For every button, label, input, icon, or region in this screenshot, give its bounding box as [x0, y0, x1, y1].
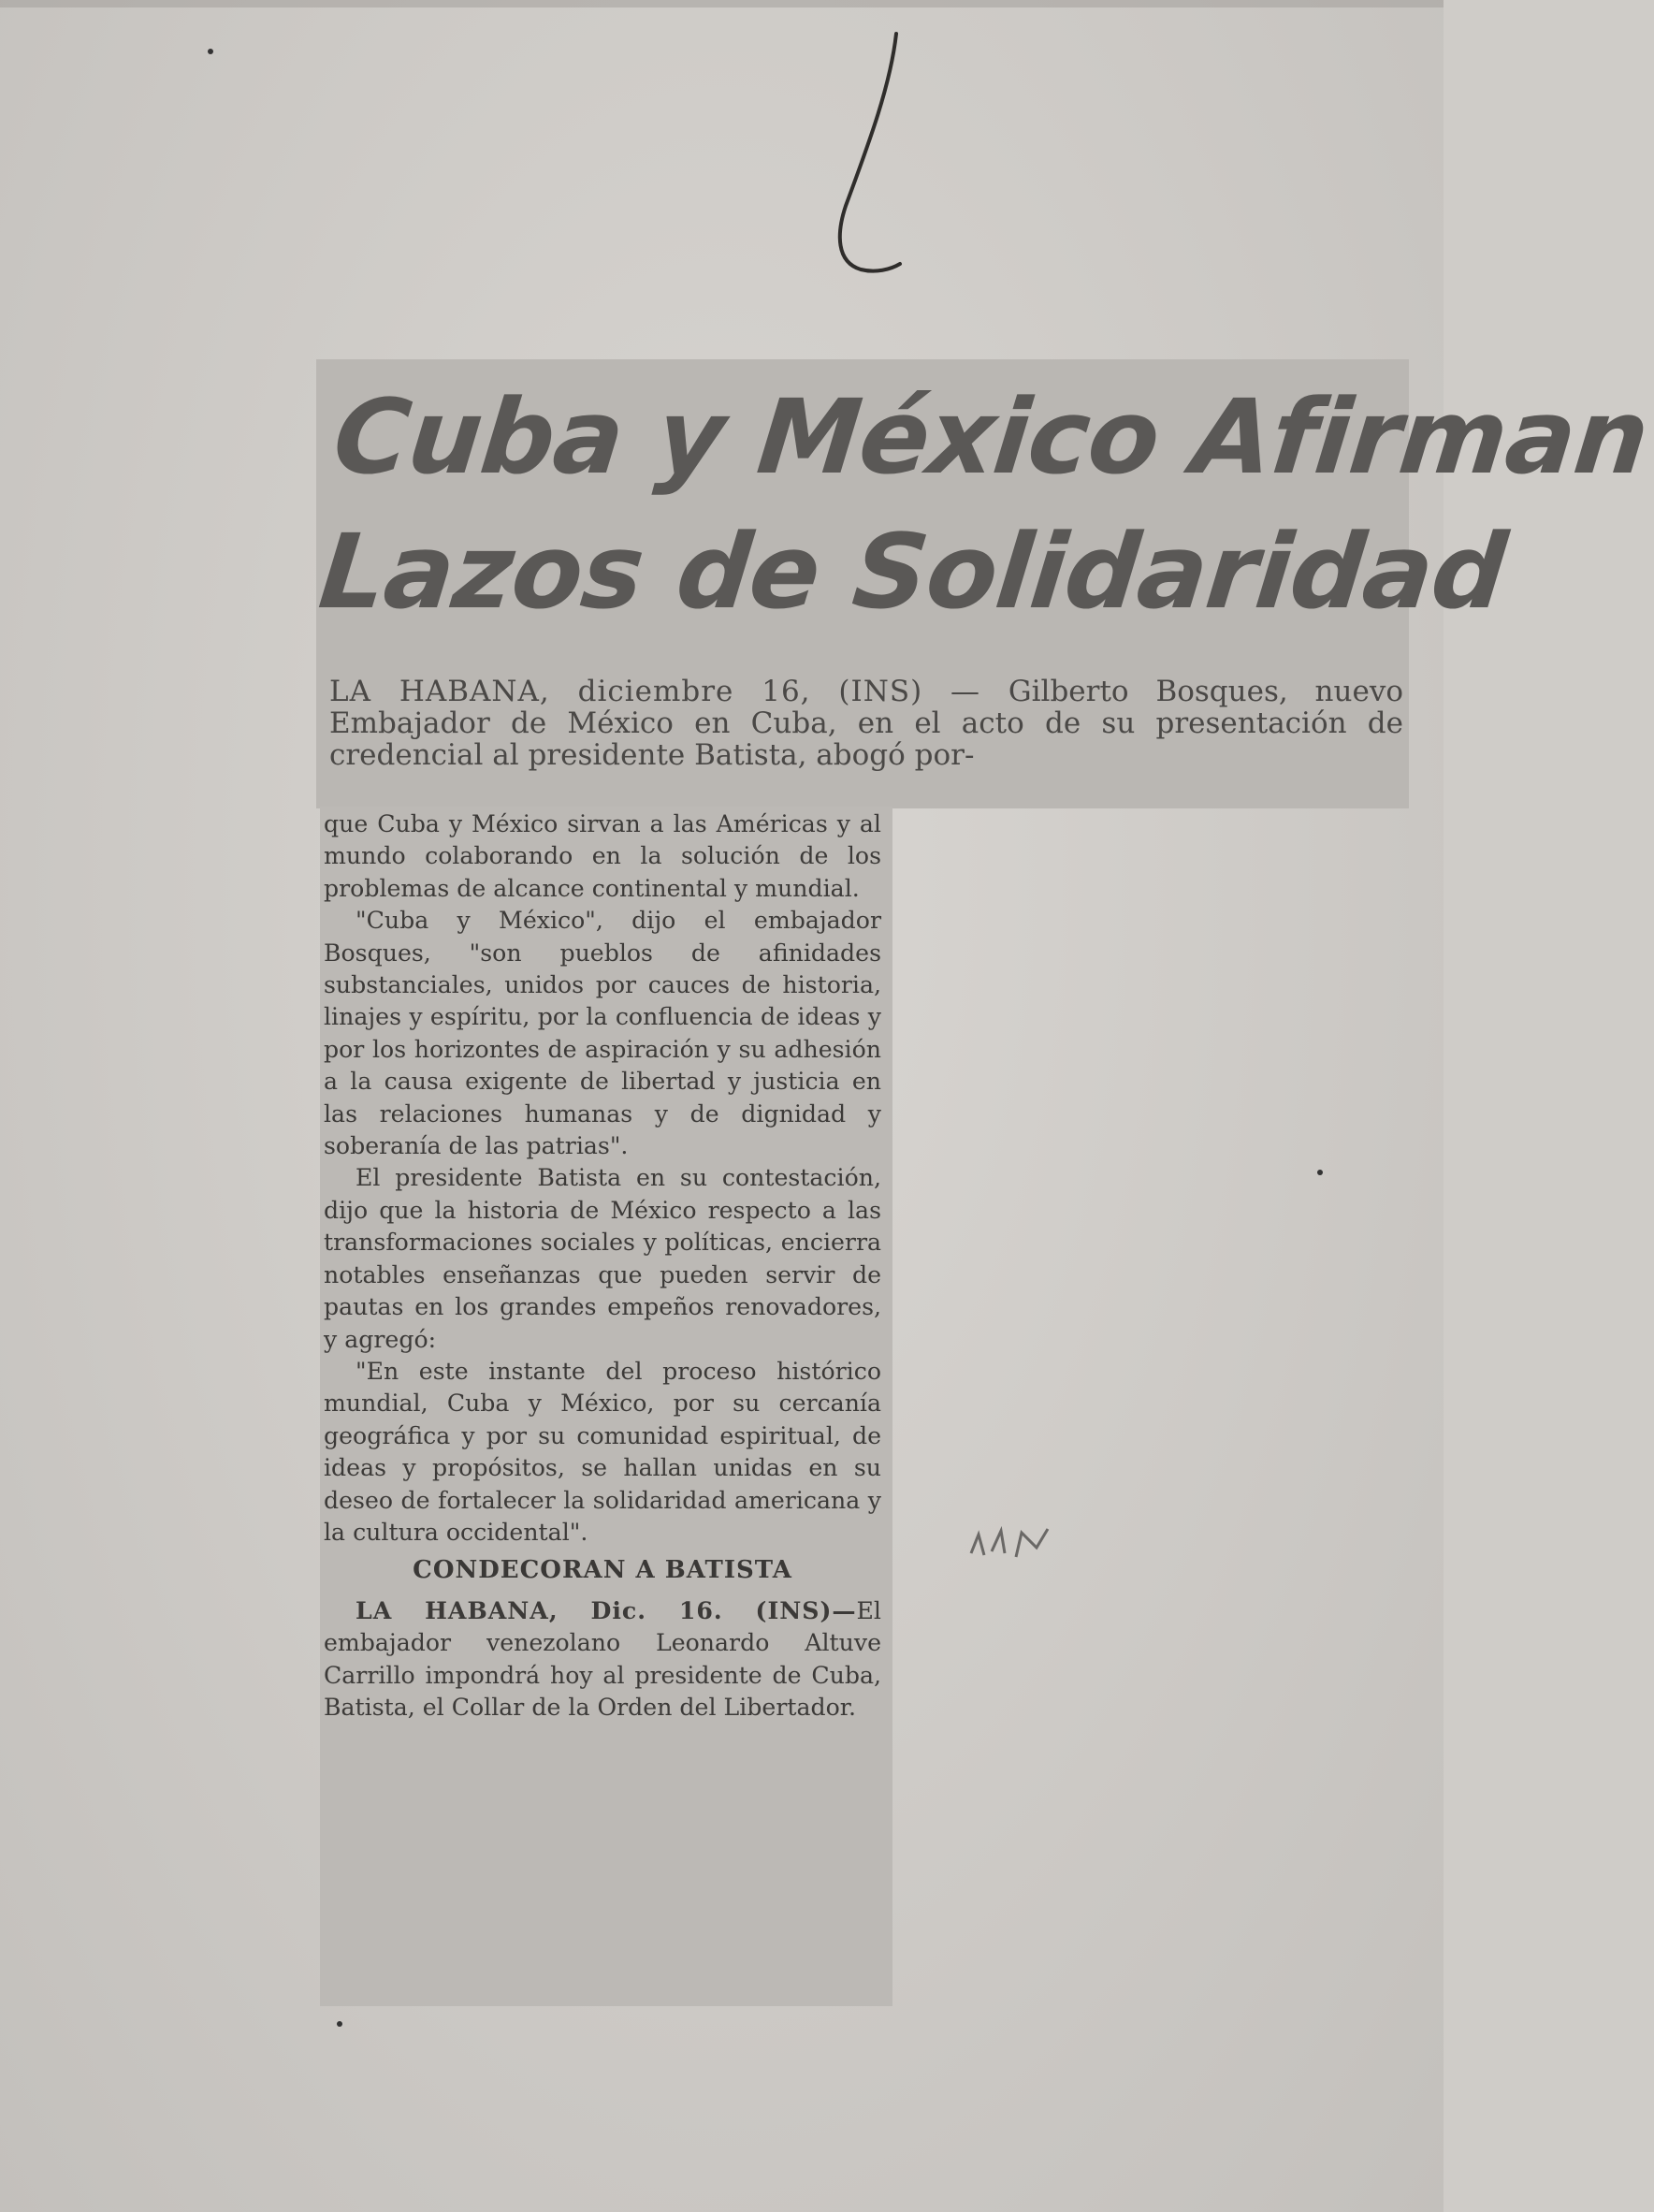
body-paragraph: "Cuba y México", dijo el embajador Bosques, "son pueblos de afinidades substanciales, unidos por cauces de historia, linajes y espíritu, por la confluencia de ideas y por los horizontes de aspiración y su adhesión a la causa exigente de libertad y justicia en las relaciones humanas y de dignidad y soberanía de las patrias". [324, 907, 881, 1160]
paper-top-edge [0, 0, 1444, 7]
headline-line-1: Cuba y México Afirman [327, 377, 1654, 497]
headline [313, 370, 1654, 639]
article-column [324, 808, 881, 1724]
second-story-paragraph [324, 1594, 881, 1724]
handwritten-scribble [964, 1516, 1076, 1572]
body-paragraph: que Cuba y México sirvan a las Américas y al mundo colaborando en la solución de los problemas de alcance continental y mundial. [324, 810, 881, 902]
speck [208, 49, 213, 54]
body-paragraph: El presidente Batista en su contestación, dijo que la historia de México respecto a las transformaciones sociales y políticas, encierra notables enseñanzas que pueden servir de pautas en los grandes empeños renovadores, y agregó: [324, 1164, 881, 1353]
handwritten-mark [823, 28, 936, 281]
second-dateline: LA HABANA, Dic. 16. (INS)— [355, 1595, 857, 1624]
lead-paragraph [329, 676, 1403, 771]
subheading: CONDECORAN A BATISTA [413, 1556, 792, 1585]
second-story-text: El embajador venezolano Leonardo Altuve Carrillo impondrá hoy al presidente de Cuba, Batista, el Collar de la Orden del Libertador. [324, 1596, 881, 1721]
headline-line-2: Lazos de Solidaridad [313, 512, 1512, 632]
speck [1317, 1170, 1323, 1175]
speck [337, 2021, 342, 2027]
body-paragraph: "En este instante del proceso histórico mundial, Cuba y México, por su cercanía geográfica y por su comunidad espiritual, de ideas y propósitos, se hallan unidas en su deseo de fortalecer la solidaridad americana y la cultura occidental". [324, 1357, 881, 1546]
lead-dateline: LA HABANA, diciembre 16, (INS) — [329, 675, 1008, 708]
lead-text: Gilberto Bosques, nuevo Embajador de México en Cuba, en el acto de su presentación de credencial al presidente Batista, abogó por- [329, 675, 1404, 772]
